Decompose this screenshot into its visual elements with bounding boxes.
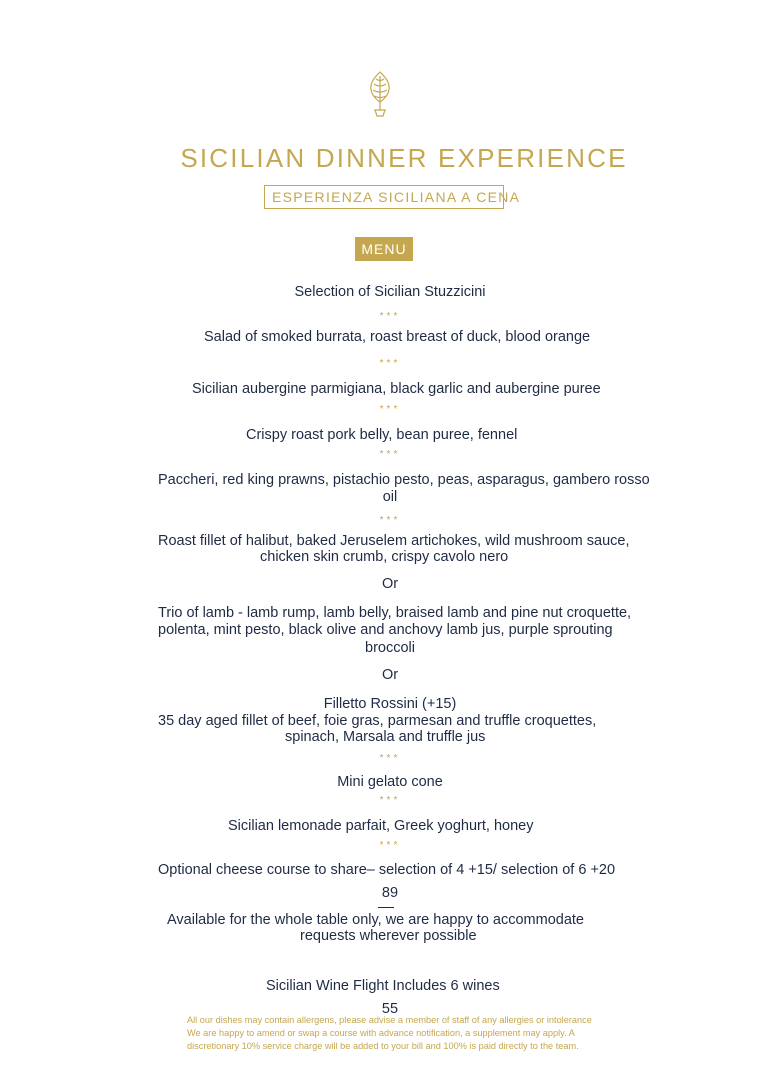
course-7-line-1: Trio of lamb - lamb rump, lamb belly, braised lamb and pine nut croquette, xyxy=(158,605,632,621)
course-7-line-2: polenta, mint pesto, black olive and anchovy lamb jus, purple sprouting xyxy=(158,622,613,638)
menu-price: 89 xyxy=(381,885,399,901)
separator: *** xyxy=(379,795,401,806)
course-8-line-1: 35 day aged fillet of beef, foie gras, parmesan and truffle croquettes, xyxy=(158,713,597,729)
separator: *** xyxy=(379,311,401,322)
page-title: SICILIAN DINNER EXPERIENCE xyxy=(180,143,628,173)
or-divider: Or xyxy=(381,576,399,592)
course-4: Crispy roast pork belly, bean puree, fennel xyxy=(246,427,518,443)
course-3: Sicilian aubergine parmigiana, black garlic and aubergine puree xyxy=(192,381,601,397)
footer-service: discretionary 10% service charge will be added to your bill and 100% is paid directly to the team. xyxy=(187,1041,579,1051)
wine-price: 55 xyxy=(381,1001,399,1017)
course-7-line-3: broccoli xyxy=(365,640,415,656)
cheese-course: Optional cheese course to share– selection of 4 +15/ selection of 6 +20 xyxy=(158,862,616,878)
course-10: Sicilian lemonade parfait, Greek yoghurt, honey xyxy=(228,818,534,834)
course-6-line-2: chicken skin crumb, crispy cavolo nero xyxy=(260,549,509,565)
course-8-line-2: spinach, Marsala and truffle jus xyxy=(285,729,486,745)
ornament-tree-icon xyxy=(366,70,394,120)
footer-allergens: All our dishes may contain allergens, please advise a member of staff of any allergies or intolerance xyxy=(187,1015,592,1025)
page-subtitle: ESPERIENZA SICILIANA A CENA xyxy=(272,189,521,205)
separator: *** xyxy=(379,358,401,369)
footer-amend: We are happy to amend or swap a course with advance notification, a supplement may apply. A xyxy=(187,1028,575,1038)
or-divider: Or xyxy=(381,667,399,683)
table-note-line-2: requests wherever possible xyxy=(300,928,477,944)
course-1: Selection of Sicilian Stuzzicini xyxy=(294,284,486,300)
course-2: Salad of smoked burrata, roast breast of duck, blood orange xyxy=(204,329,591,345)
table-note-line-1: Available for the whole table only, we are happy to accommodate xyxy=(167,912,584,928)
separator: *** xyxy=(379,753,401,764)
menu-badge: MENU xyxy=(355,237,413,261)
course-5-line-1: Paccheri, red king prawns, pistachio pesto, peas, asparagus, gambero rosso xyxy=(158,472,650,488)
wine-flight: Sicilian Wine Flight Includes 6 wines xyxy=(266,978,500,994)
course-9: Mini gelato cone xyxy=(337,774,443,790)
course-5-line-2: oil xyxy=(382,489,398,505)
separator: *** xyxy=(379,515,401,526)
separator: *** xyxy=(379,840,401,851)
separator: *** xyxy=(379,404,401,415)
separator: *** xyxy=(379,449,401,460)
course-8-title: Filletto Rossini (+15) xyxy=(323,696,457,712)
course-6-line-1: Roast fillet of halibut, baked Jeruselem artichokes, wild mushroom sauce, xyxy=(158,533,630,549)
price-rule xyxy=(378,907,394,908)
